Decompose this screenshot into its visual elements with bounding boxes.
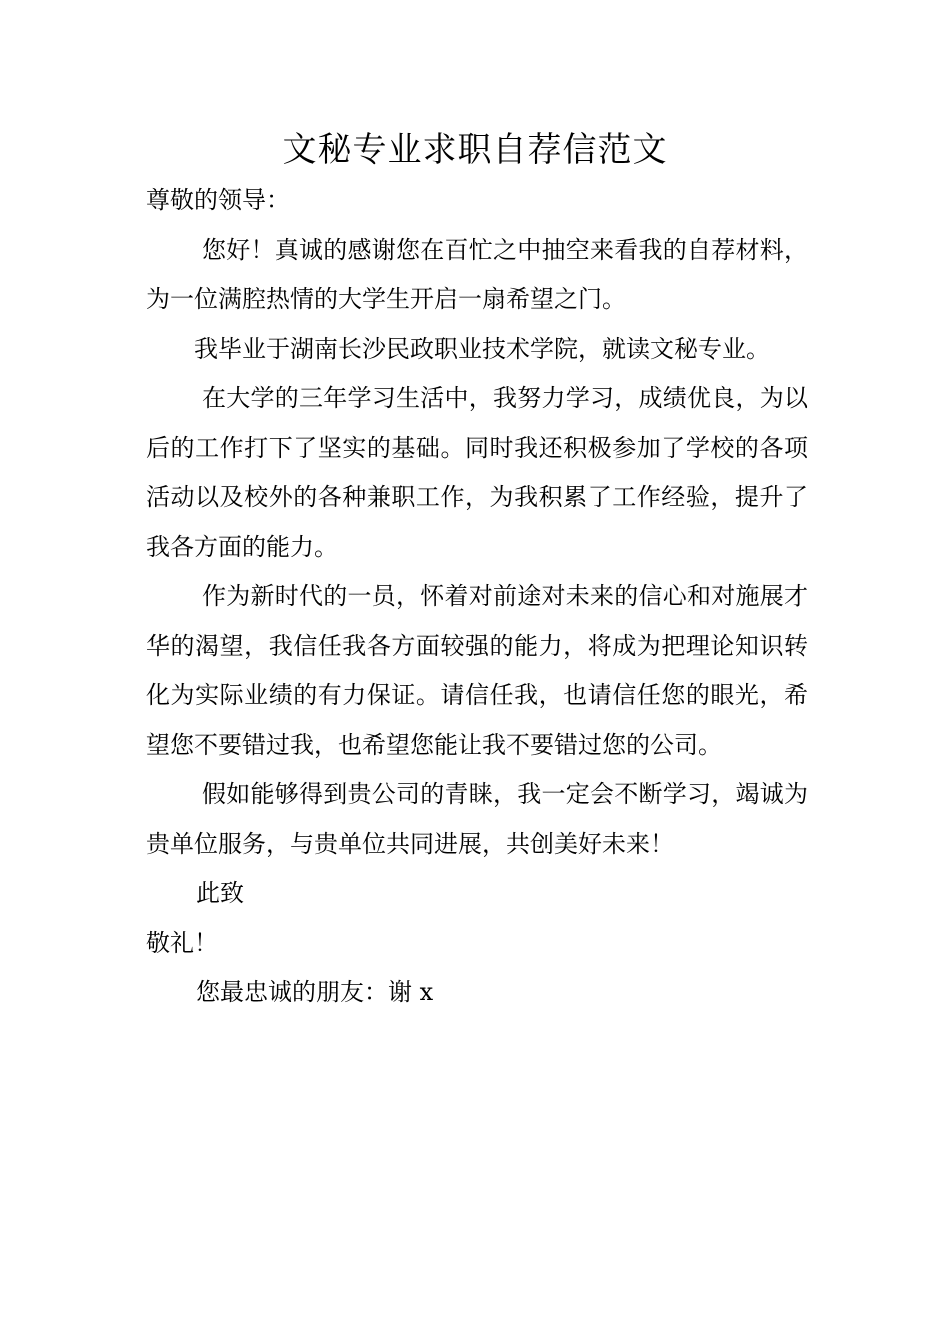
paragraph-greeting: 您好！真诚的感谢您在百忙之中抽空来看我的自荐材料，为一位满腔热情的大学生开启一扇希望之门。 [146, 235, 808, 313]
closing-jing-li: 敬礼！ [146, 928, 218, 957]
paragraph-hope: 假如能够得到贵公司的青睐，我一定会不断学习，竭诚为贵单位服务，与贵单位共同进展，共创美好未来！ [146, 780, 808, 858]
paragraph-confidence: 作为新时代的一员，怀着对前途对未来的信心和对施展才华的渴望，我信任我各方面较强的能力，将成为把理论知识转化为实际业绩的有力保证。请信任我，也请信任您的眼光，希望您不要错过我，也希望您能让我不要错过您的公司。 [146, 582, 808, 759]
salutation: 尊敬的领导： [146, 186, 290, 214]
paragraph-education: 我毕业于湖南长沙民政职业技术学院，就读文秘专业。 [194, 334, 770, 363]
signature: 您最忠诚的朋友：谢 x [196, 978, 434, 1006]
letter-body [146, 176, 808, 1018]
closing-ci-zhi: 此致 [196, 879, 244, 907]
paragraph-university-life: 在大学的三年学习生活中，我努力学习，成绩优良，为以后的工作打下了坚实的基础。同时我还积极参加了学校的各项活动以及校外的各种兼职工作，为我积累了工作经验，提升了我各方面的能力。 [146, 384, 808, 561]
document-title: 文秘专业求职自荐信范文 [282, 130, 668, 170]
